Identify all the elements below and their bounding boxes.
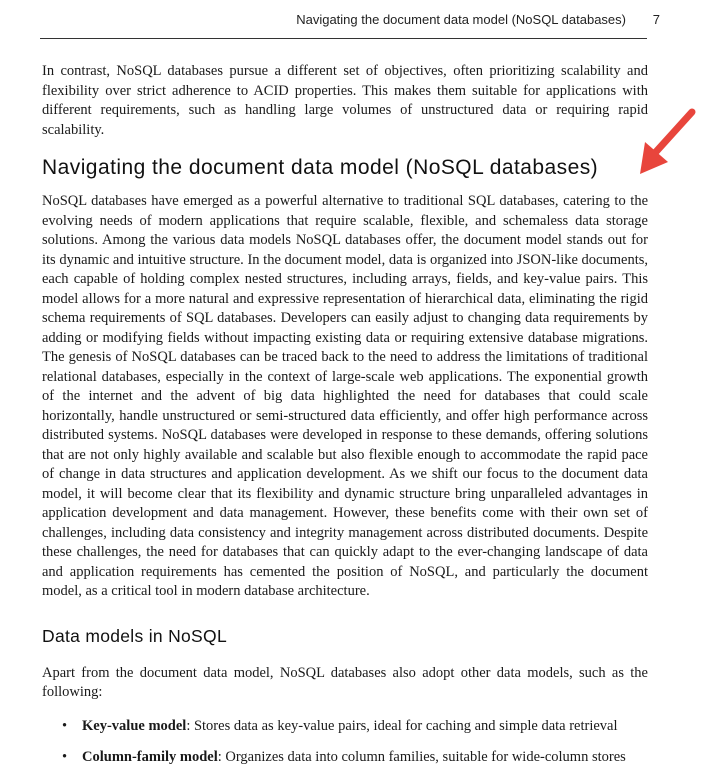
list-item-term: Key-value model xyxy=(82,717,187,734)
running-header xyxy=(40,12,682,34)
running-title: Navigating the document data model (NoSQL databases) xyxy=(296,12,626,27)
list-item-desc: : Organizes data into column families, suitable for wide-column stores xyxy=(217,749,626,765)
data-models-list xyxy=(42,717,648,768)
bullet-icon: • xyxy=(62,749,68,765)
intro-paragraph: In contrast, NoSQL databases pursue a different set of objectives, often prioritizing scalability and flexibility over strict adherence to ACID properties. This makes them suitable for applications with different requirements, such as handling large volumes of unstructured data or requiring rapid scalability. xyxy=(42,63,648,138)
section-body: NoSQL databases have emerged as a powerful alternative to traditional SQL databases, catering to the evolving needs of modern applications that require scalable, flexible, and schemaless data storage solutions. Among the various data models NoSQL databases offer, the document model stands out for its dynamic and intuitive structure. In the document model, data is organized into JSON-like documents, each capable of holding complex nested structures, including arrays, fields, and key-value pairs. This model allows for a more natural and expressive representation of hierarchical data, eliminating the rigid schema requirements of SQL databases. Developers can easily adjust to changing data requirements by adding or modifying fields without impacting existing data or requiring extensive database migrations. The genesis of NoSQL databases can be traced back to the need to address the limitations of traditional relational databases, especially in the context of large-scale web applications. The exponential growth of the internet and the advent of big data highlighted the need for databases that could scale horizontally, handle unstructured or semi-structured data efficiently, and offer high performance across distributed systems. NoSQL databases were developed in response to these demands, offering solutions that are not only highly available and scalable but also flexible enough to accommodate the rapid pace of change in data structures and application development. As we shift our focus to the document data model, it will become clear that its flexibility and dynamic structure bring unparalleled advantages in application development and data management. However, these benefits come with their own set of challenges, including data consistency and integrity management across distributed documents. Despite these challenges, the need for databases that can quickly adapt to the ever-changing landscape of data and application requirements has cemented the position of NoSQL, and particularly the document model, as a critical tool in modern database architecture. xyxy=(42,193,648,599)
subsection-lead: Apart from the document data model, NoSQL databases also adopt other data models, such as the following: xyxy=(42,664,648,700)
page-number: 7 xyxy=(652,12,660,27)
list-item-term: Column-family model xyxy=(82,749,218,765)
section-heading: Navigating the document data model (NoSQL databases) xyxy=(42,156,599,179)
list-item-desc: : Stores data as key-value pairs, ideal for caching and simple data retrieval xyxy=(186,717,618,734)
arrow-shaft xyxy=(654,112,692,154)
page-content xyxy=(42,62,648,780)
list-item xyxy=(42,717,648,737)
subsection-heading: Data models in NoSQL xyxy=(42,625,227,646)
list-item xyxy=(42,748,648,768)
bullet-icon: • xyxy=(62,717,68,734)
red-arrow-icon xyxy=(636,104,706,180)
header-rule xyxy=(40,38,647,39)
